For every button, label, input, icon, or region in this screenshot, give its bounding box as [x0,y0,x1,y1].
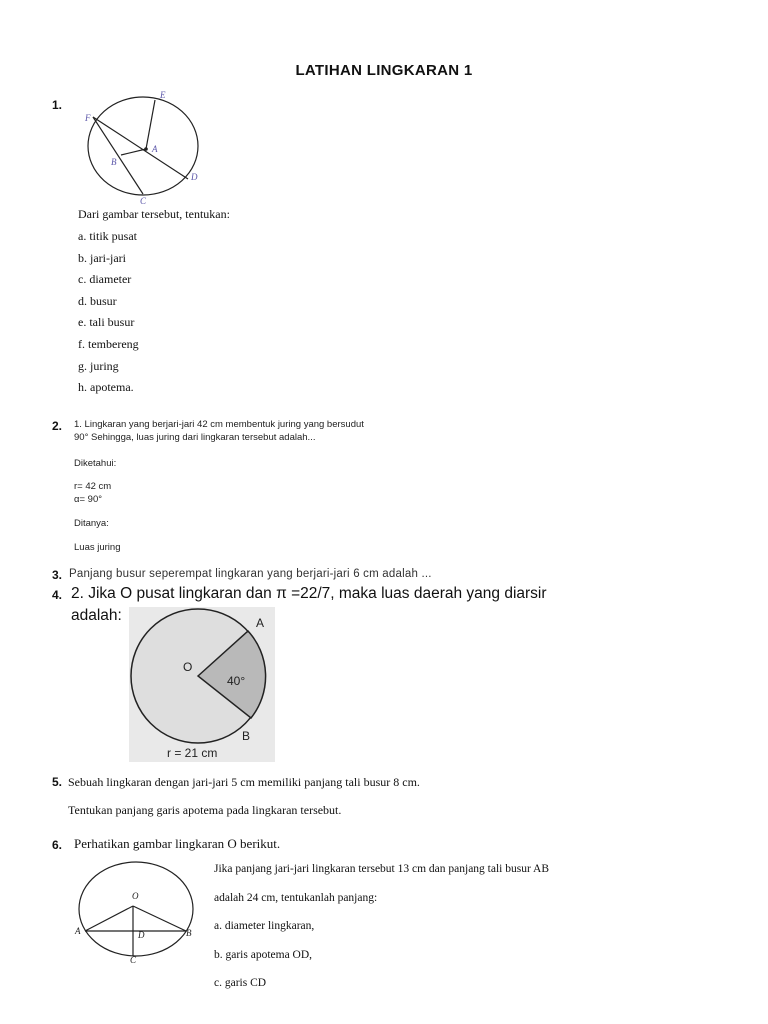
question-1-intro: Dari gambar tersebut, tentukan: [78,207,230,221]
question-2-asked: Luas juring [74,542,121,553]
question-2-line1: 1. Lingkaran yang berjari-jari 42 cm membentuk juring yang bersudut [74,419,364,430]
question-2-line2: 90° Sehingga, luas juring dari lingkaran tersebut adalah... [74,432,316,443]
label-o: O [132,891,139,901]
list-item: b. garis apotema OD, [214,948,313,961]
list-item: f. tembereng [78,336,139,351]
question-4-line2: adalah: [71,607,122,624]
list-item: a. titik pusat [78,229,137,243]
question-6-intro: Perhatikan gambar lingkaran O berikut. [74,836,281,851]
question-1-circle-figure [80,86,215,208]
question-2-known-r: r= 42 cm [74,481,112,492]
label-d: D [138,930,145,940]
radius-label: r = 21 cm [167,746,218,760]
question-6-list [214,855,549,998]
question-2-number: 2. [52,419,63,433]
label-d: D [191,172,198,182]
label-a: A [152,144,158,154]
list-item: h. apotema. [78,380,134,395]
question-6-circle-figure [72,859,204,965]
question-2-known-alpha: α= 90° [74,494,103,505]
label-e: E [160,90,166,100]
list-item: adalah 24 cm, tentukanlah panjang: [214,891,378,904]
question-5-line1: Sebuah lingkaran dengan jari-jari 5 cm memiliki panjang tali busur 8 cm. [68,775,420,789]
label-f: F [85,113,91,123]
question-4-line1: 2. Jika O pusat lingkaran dan π =22/7, maka luas daerah yang diarsir [71,585,547,602]
question-1-list [78,226,139,399]
question-4-number: 4. [52,588,63,602]
page-title: LATIHAN LINGKARAN 1 [295,62,473,79]
question-5-number: 5. [52,775,63,789]
question-6-number: 6. [52,838,63,852]
question-5-line2: Tentukan panjang garis apotema pada lingkaran tersebut. [68,803,342,817]
list-item: c. diameter [78,272,132,287]
question-2-asked-label: Ditanya: [74,518,109,529]
label-b: B [186,928,192,938]
list-item: e. tali busur [78,315,135,330]
question-3-number: 3. [52,568,63,582]
list-item: Jika panjang jari-jari lingkaran tersebut 13 cm dan panjang tali busur AB [214,863,550,875]
list-item: g. juring [78,358,119,373]
question-4-sector-figure [129,607,275,762]
label-a: A [75,926,81,936]
label-a: A [256,616,265,630]
label-b: B [242,729,251,743]
label-c: C [130,955,137,965]
question-3-text: Panjang busur seperempat lingkaran yang berjari-jari 6 cm adalah ... [69,568,432,580]
label-b: B [111,157,117,167]
list-item: a. diameter lingkaran, [214,920,315,932]
question-2-known-label: Diketahui: [74,458,117,469]
label-o: O [183,660,193,674]
list-item: b. jari-jari [78,250,126,265]
list-item: d. busur [78,293,117,308]
question-1-number: 1. [52,98,63,112]
list-item: c. garis CD [214,977,267,989]
label-c: C [140,196,147,206]
angle-label: 40° [227,674,246,688]
